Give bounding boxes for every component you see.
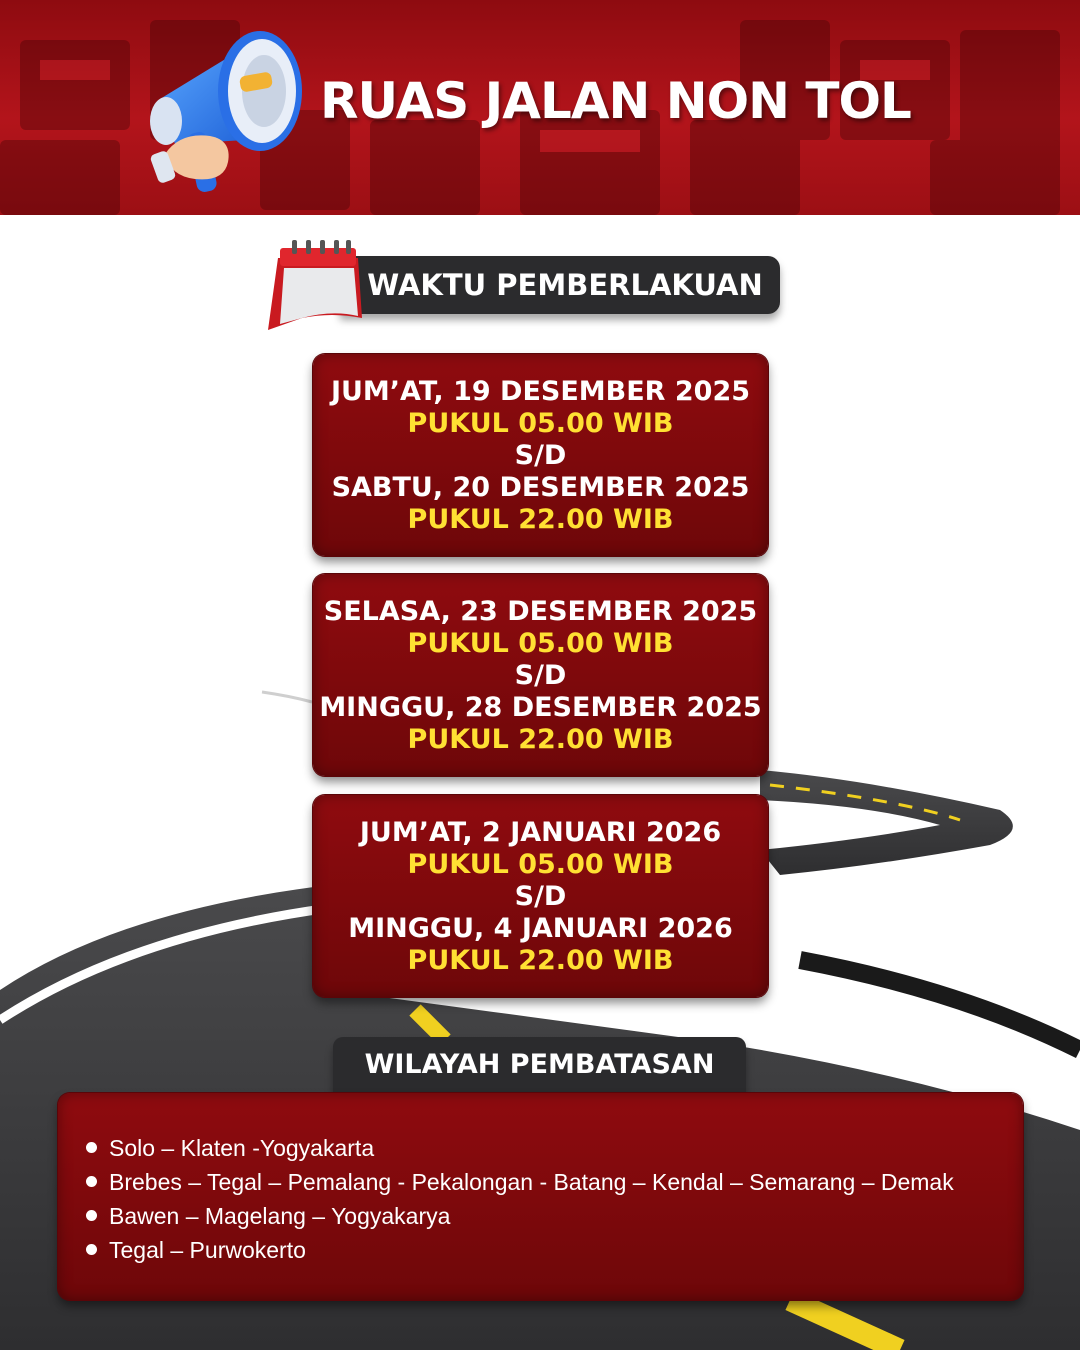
section-label-region: WILAYAH PEMBATASAN	[333, 1037, 746, 1093]
period-start-time: PUKUL 05.00 WIB	[407, 408, 674, 439]
bullet-icon	[86, 1244, 97, 1255]
region-text: Bawen – Magelang – Yogyakarya	[109, 1203, 451, 1229]
period-start-time: PUKUL 05.00 WIB	[407, 628, 674, 659]
region-list	[58, 1093, 1023, 1300]
region-item	[86, 1233, 1023, 1267]
period-separator: S/D	[514, 440, 567, 471]
period-end-time: PUKUL 22.00 WIB	[407, 945, 674, 976]
period-end-day: MINGGU, 28 DESEMBER 2025	[319, 692, 762, 723]
period-end-day: MINGGU, 4 JANUARI 2026	[348, 913, 733, 944]
period-end-time: PUKUL 22.00 WIB	[407, 504, 674, 535]
region-text: Tegal – Purwokerto	[109, 1237, 306, 1263]
region-text: Solo – Klaten -Yogyakarta	[109, 1135, 375, 1161]
calendar-icon	[262, 238, 366, 334]
period-card-1	[313, 354, 768, 556]
page-title: RUAS JALAN NON TOL	[320, 72, 911, 130]
period-card-3	[313, 795, 768, 997]
region-item	[86, 1165, 1023, 1199]
period-card-2	[313, 574, 768, 776]
period-separator: S/D	[514, 660, 567, 691]
megaphone-icon	[140, 14, 320, 199]
period-end-day: SABTU, 20 DESEMBER 2025	[331, 472, 750, 503]
period-start-day: SELASA, 23 DESEMBER 2025	[323, 596, 758, 627]
region-text: Brebes – Tegal – Pemalang - Pekalongan - Batang – Kendal – Semarang – Demak	[109, 1169, 954, 1195]
region-item	[86, 1131, 1023, 1165]
period-start-day: JUM’AT, 2 JANUARI 2026	[359, 817, 722, 848]
period-separator: S/D	[514, 881, 567, 912]
period-start-time: PUKUL 05.00 WIB	[407, 849, 674, 880]
period-start-day: JUM’AT, 19 DESEMBER 2025	[330, 376, 751, 407]
section-label-time: WAKTU PEMBERLAKUAN	[340, 256, 780, 314]
bullet-icon	[86, 1142, 97, 1153]
bullet-icon	[86, 1210, 97, 1221]
bullet-icon	[86, 1176, 97, 1187]
header-banner	[0, 0, 1080, 215]
period-end-time: PUKUL 22.00 WIB	[407, 724, 674, 755]
region-item	[86, 1199, 1023, 1233]
